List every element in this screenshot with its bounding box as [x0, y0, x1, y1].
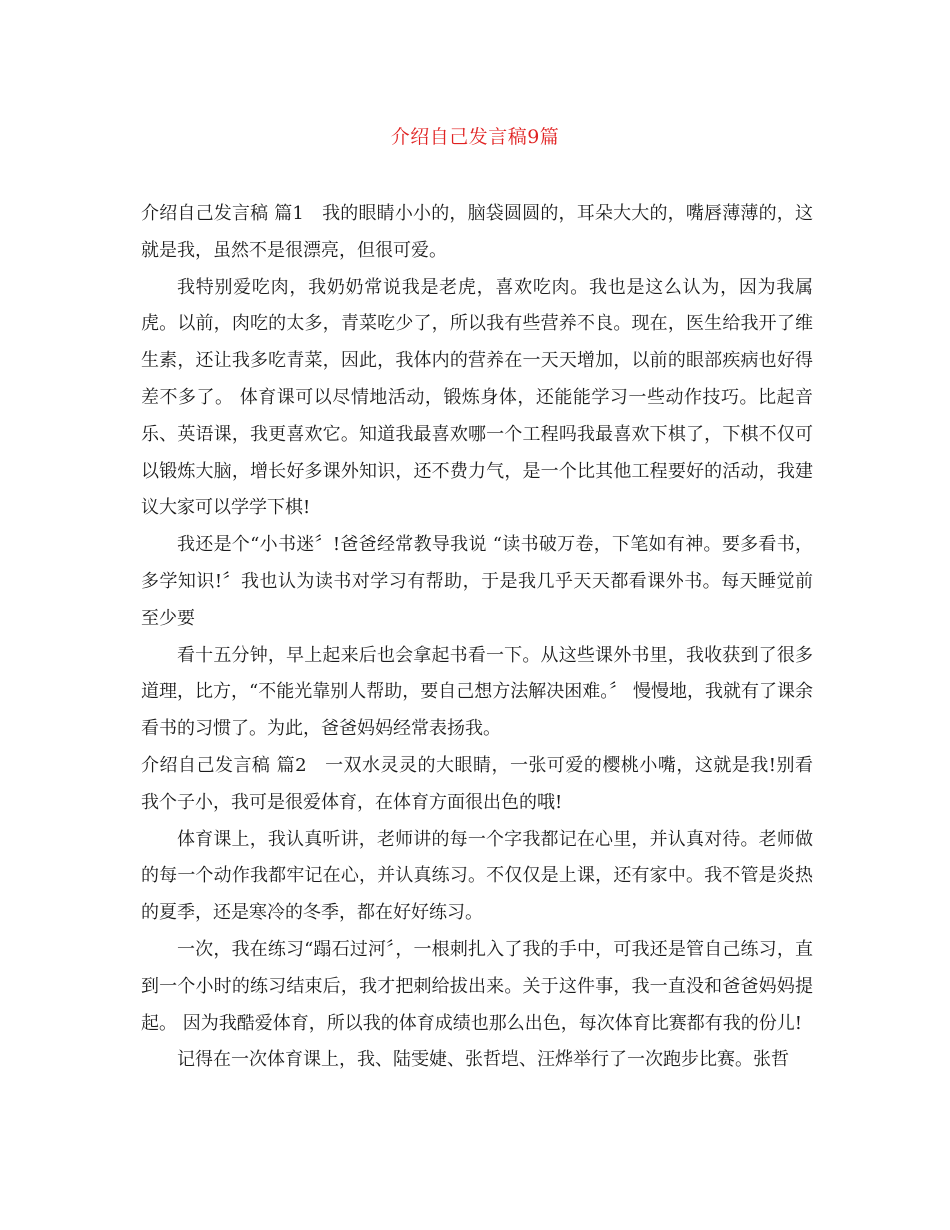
section-1-heading: 介绍自己发言稿 篇1 — [141, 203, 304, 224]
section-2-heading: 介绍自己发言稿 篇2 — [141, 754, 307, 776]
section-1-intro: 我的眼睛小小的，脑袋圆圆的，耳朵大大的，嘴唇薄薄的，这就是我，虽然不是很漂亮，但很可爱。 — [141, 203, 813, 261]
paragraph: 体育课上，我认真听讲，老师讲的每一个字我都记在心里，并认真对待。老师做的每一个动作我都牢记在心，并认真练习。不仅仅是上课，还有家中。我不管是炎热的夏季，还是寒冷的冬季，都在好好练习。 — [141, 828, 813, 924]
section-2-intro: 一双水灵灵的大眼睛，一张可爱的樱桃小嘴，这就是我!别看我个子小，我可是很爱体育，在体育方面很出色的哦! — [141, 754, 813, 813]
section-2-opening — [141, 748, 813, 822]
document-title: 介绍自己发言稿9篇 — [390, 126, 560, 148]
paragraph: 我还是个“小书迷〞!爸爸经常教导我说 “读书破万卷，下笔如有神。要多看书，多学知识!〞我也认为读书对学习有帮助，于是我几乎天天都看课外书。每天睡觉前至少要 — [141, 534, 813, 629]
section-1-opening — [141, 196, 813, 270]
paragraph: 看十五分钟，早上起来后也会拿起书看一下。从这些课外书里，我收获到了很多道理，比方，“不能光靠别人帮助，要自己想方法解决困难。〞 慢慢地，我就有了课余看书的习惯了。为此，爸爸妈妈经常表扬我。 — [141, 644, 813, 740]
document-body — [141, 196, 813, 1079]
paragraph: 我特别爱吃肉，我奶奶常说我是老虎，喜欢吃肉。我也是这么认为，因为我属虎。以前，肉吃的太多，青菜吃少了，所以我有些营养不良。现在，医生给我开了维生素，还让我多吃青菜，因此，我体内的营养在一天天增加，以前的眼部疾病也好得差不多了。 体育课可以尽情地活动，锻炼身体，还能能学习一些动作技巧。比起音乐、英语课，我更喜欢它。知道我最喜欢哪一个工程吗我最喜欢下棋了，下棋不仅可以锻炼大脑，增长好多课外知识，还不费力气，是一个比其他工程要好的活动，我建议大家可以学学下棋! — [141, 276, 813, 519]
paragraph: 记得在一次体育课上，我、陆雯婕、张哲垲、汪烨举行了一次跑步比赛。张哲 — [177, 1049, 789, 1071]
paragraph: 一次，我在练习“蹋石过河〞，一根刺扎入了我的手中，可我还是管自己练习，直到一个小时的练习结束后，我才把刺给拔出来。关于这件事，我一直没和爸爸妈妈提起。 因为我酷爱体育，所以我的体育成绩也那么出色，每次体育比赛都有我的份儿! — [141, 938, 813, 1034]
